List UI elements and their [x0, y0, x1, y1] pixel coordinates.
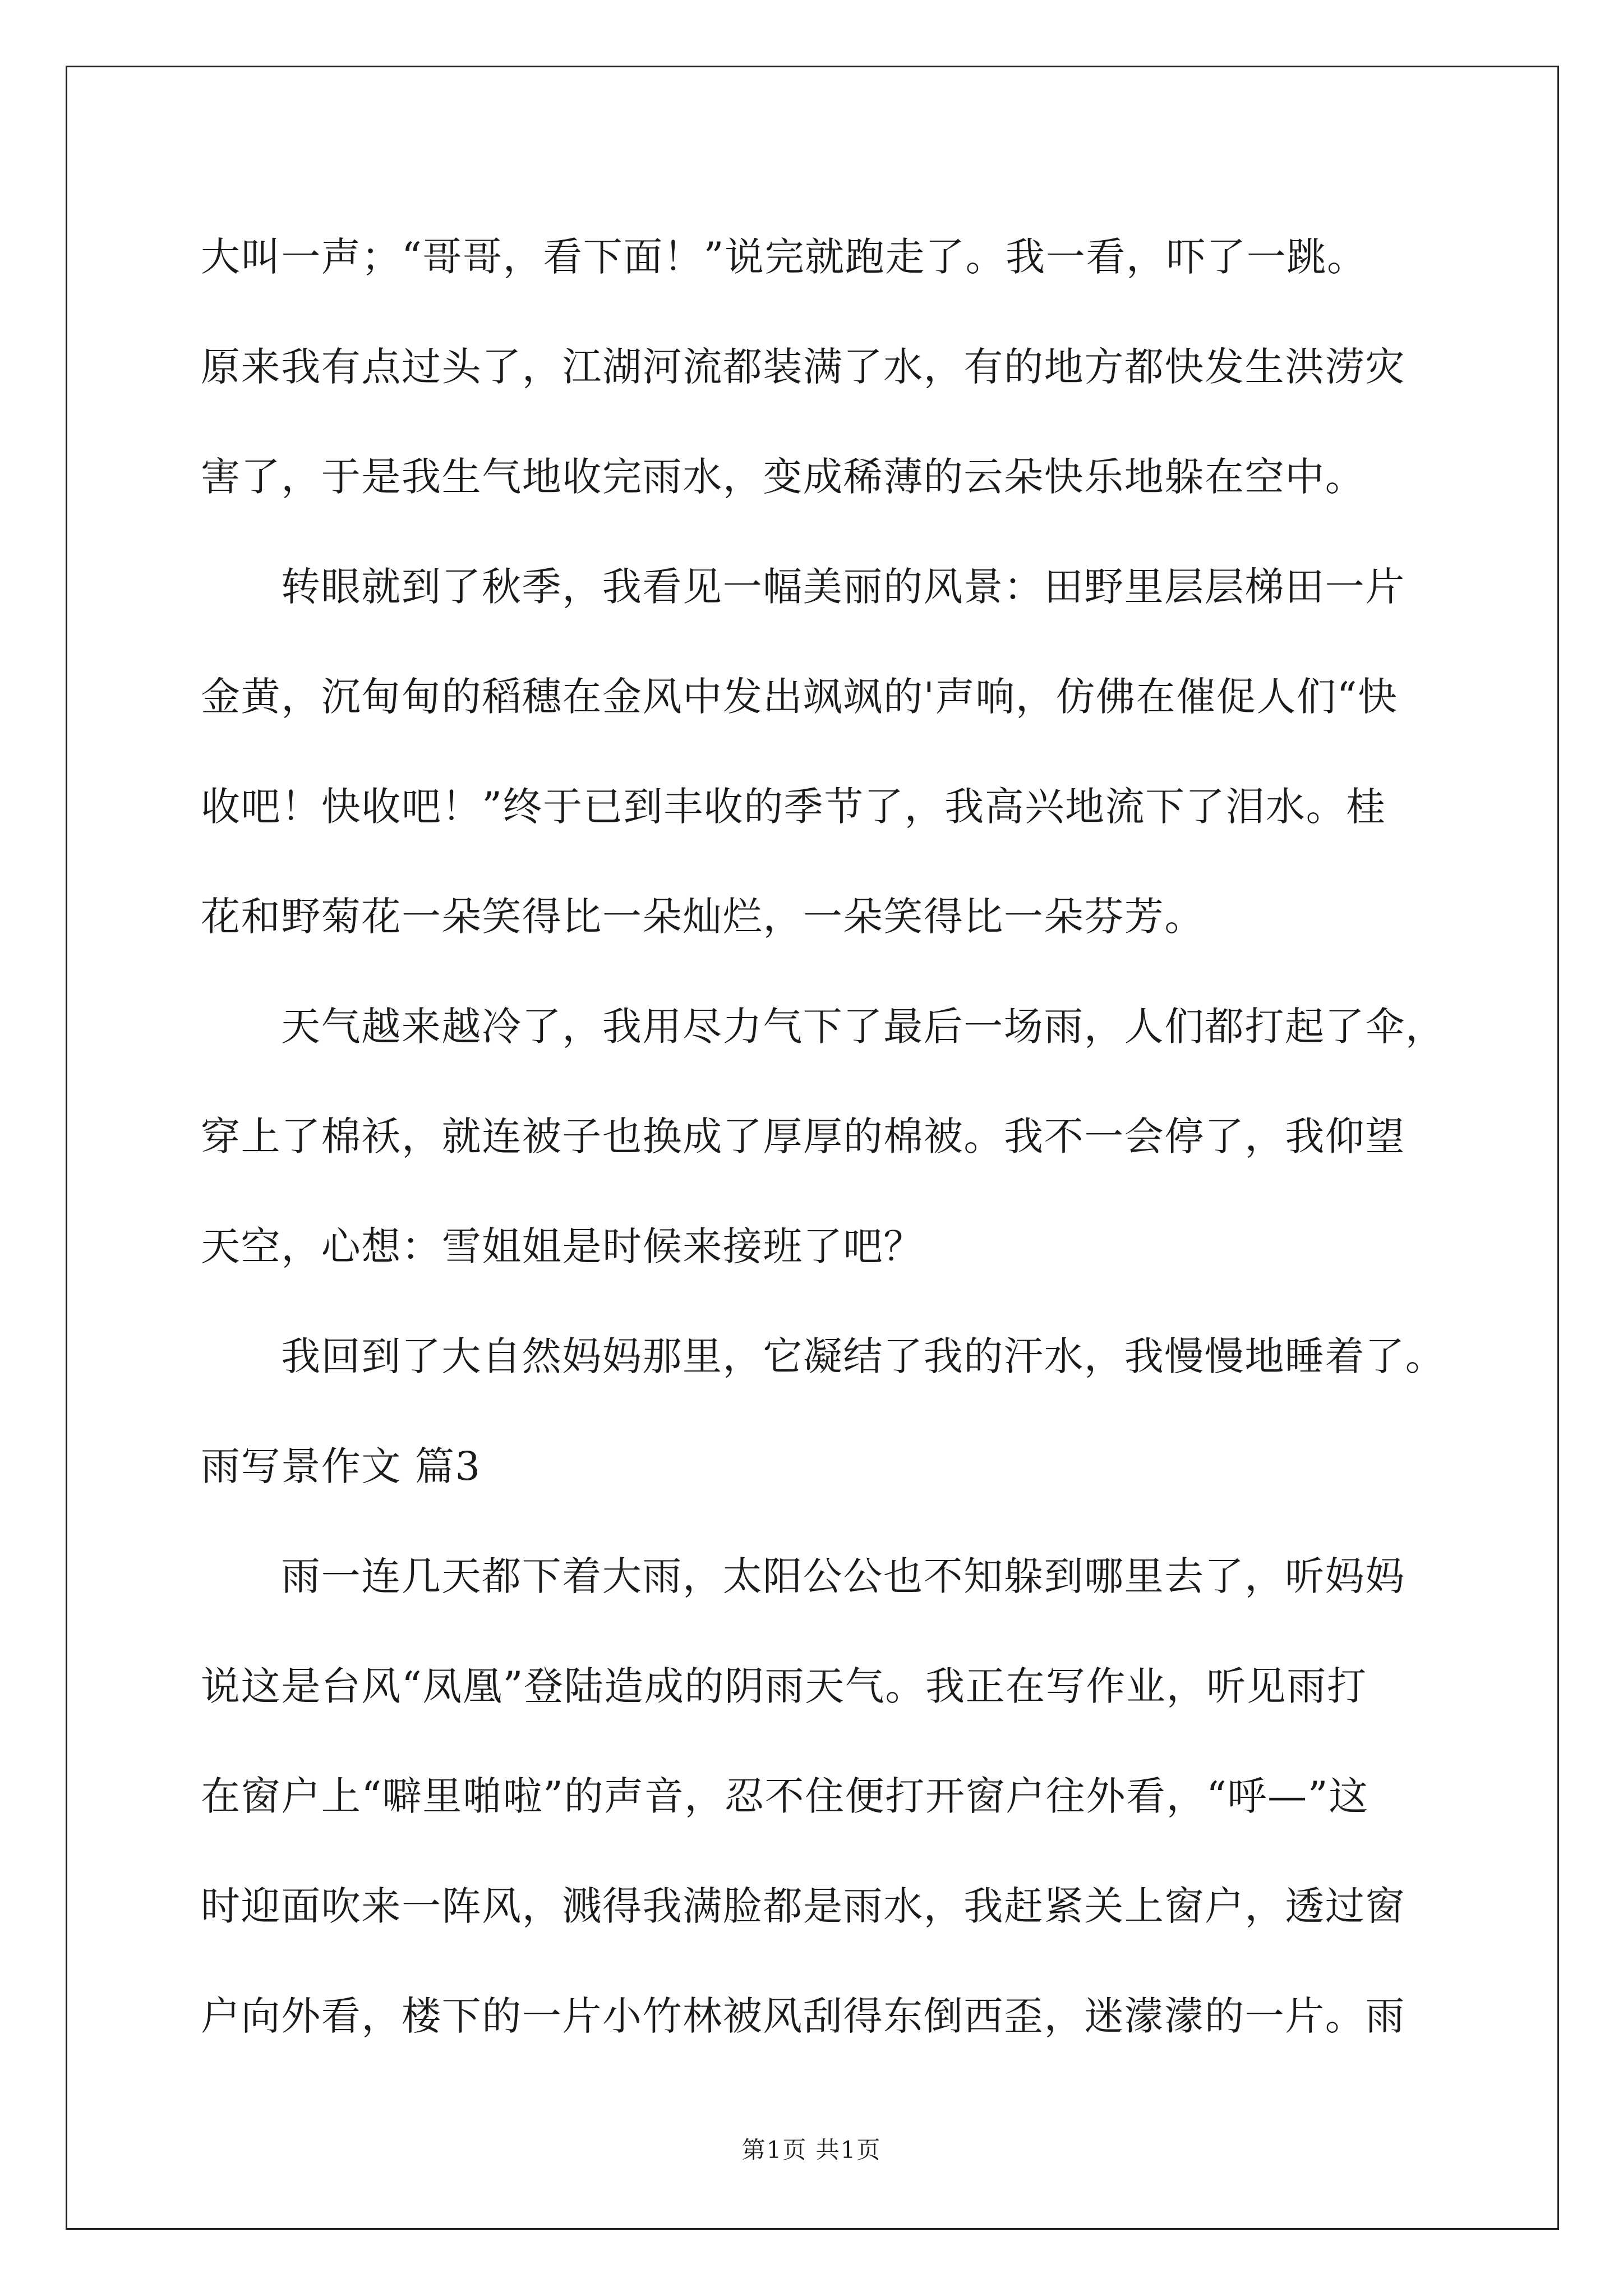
- paragraph-start-line: 我回到了大自然妈妈那里，它凝结了我的汗水，我慢慢地睡着了。: [281, 1333, 1446, 1379]
- text-line: 在窗户上“噼里啪啦”的声音，忍不住便打开窗户往外看，“呼—”这: [201, 1773, 1369, 1819]
- text-line: 金黄，沉甸甸的稻穗在金风中发出飒飒的'声响，仿佛在催促人们“快: [201, 674, 1398, 720]
- text-line: 户向外看，楼下的一片小竹林被风刮得东倒西歪，迷濛濛的一片。雨: [201, 1993, 1405, 2039]
- text-line: 天空，心想：雪姐姐是时候来接班了吧？: [201, 1223, 924, 1269]
- text-line: 大叫一声；“哥哥，看下面！”说完就跑走了。我一看，吓了一跳。: [201, 234, 1367, 280]
- paragraph-start-line: 雨一连几天都下着大雨，太阳公公也不知躲到哪里去了，听妈妈: [281, 1553, 1405, 1599]
- text-line: 收吧！快收吧！”终于已到丰收的季节了，我高兴地流下了泪水。桂: [201, 784, 1386, 830]
- text-line: 害了，于是我生气地收完雨水，变成稀薄的云朵快乐地躲在空中。: [201, 454, 1366, 500]
- text-line: 穿上了棉袄，就连被子也换成了厚厚的棉被。我不一会停了，我仰望: [201, 1114, 1405, 1159]
- paragraph-start-line: 转眼就到了秋季，我看见一幅美丽的风景：田野里层层梯田一片: [281, 564, 1405, 610]
- page-footer: 第1页 共1页: [741, 2136, 882, 2164]
- text-line: 时迎面吹来一阵风，溅得我满脸都是雨水，我赶紧关上窗户，透过窗: [201, 1883, 1405, 1929]
- document-body: [201, 202, 1446, 2071]
- paragraph-start-line: 天气越来越冷了，我用尽力气下了最后一场雨，人们都打起了伞，: [281, 1004, 1446, 1050]
- text-line: 花和野菊花一朵笑得比一朵灿烂，一朵笑得比一朵芬芳。: [201, 894, 1205, 940]
- section-heading: 雨写景作文 篇3: [201, 1443, 481, 1489]
- text-line: 原来我有点过头了，江湖河流都装满了水，有的地方都快发生洪涝灾: [201, 344, 1405, 390]
- text-line: 说这是台风“凤凰”登陆造成的阴雨天气。我正在写作业，听见雨打: [201, 1663, 1367, 1709]
